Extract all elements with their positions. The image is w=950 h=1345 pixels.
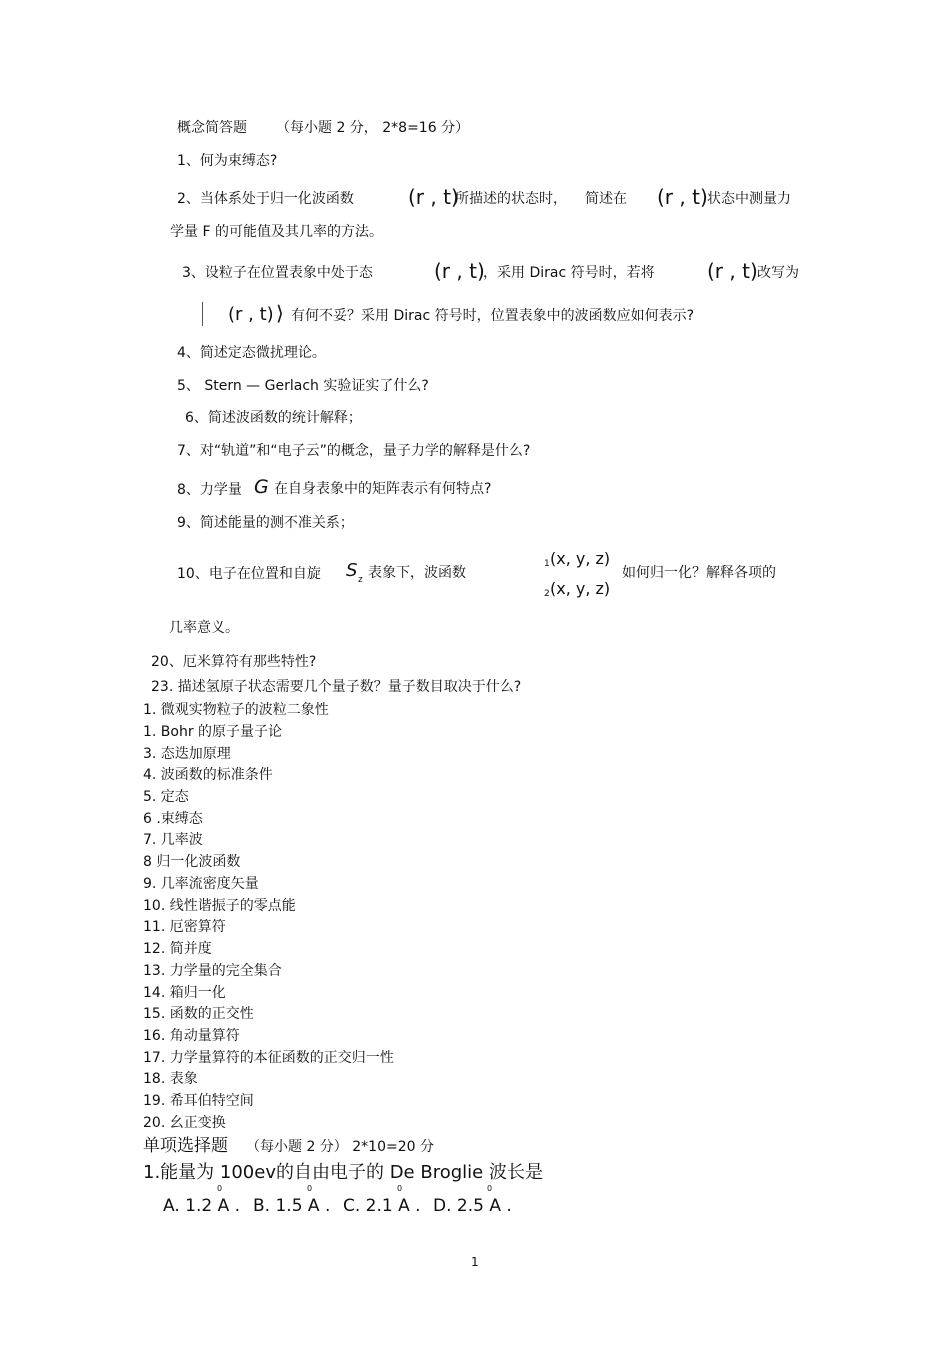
choice-option-b: B. 1.5 A . [253,1196,331,1216]
ket-angle: ⟩ [276,301,284,325]
term-item: 5. 定态 [143,789,189,805]
operator-g-symbol: G [254,476,269,498]
math-psi-rt: (r , t) [657,185,708,209]
angstrom-ring: 0 [487,1184,493,1193]
question-5: 5、 Stern — Gerlach 实验证实了什么? [177,378,429,394]
angstrom-ring: 0 [397,1184,403,1193]
question-2-part-e: 学量 F 的可能值及其几率的方法。 [170,224,383,240]
question-3-part-b: ，采用 Dirac 符号时，若将 [483,265,655,281]
angstrom-ring: 0 [217,1184,223,1193]
question-10-part-b: 表象下，波函数 [368,565,466,581]
spin-sz-symbol: S [346,560,358,581]
question-4: 4、简述定态微扰理论。 [177,345,326,361]
question-20: 20、厄米算符有那些特性? [151,654,317,670]
math-ket-rt: (r , t) [228,304,274,325]
term-item: 19. 希耳伯特空间 [143,1093,254,1109]
question-2-part-c: 简述在 [585,191,627,207]
question-2-part-a: 2、当体系处于归一化波函数 [177,191,354,207]
choice-section-score: （每小题 2 分） 2*10=20 分 [246,1139,434,1155]
section-title: 概念简答题 [177,120,247,136]
term-item: 16. 角动量算符 [143,1028,240,1044]
page-number: 1 [471,1255,479,1269]
psi2-args: (x, y, z) [550,579,611,598]
term-item: 18. 表象 [143,1071,198,1087]
term-item: 15. 函数的正交性 [143,1006,254,1022]
choice-option-a: A. 1.2 A . [163,1196,241,1216]
question-6: 6、简述波函数的统计解释； [185,410,362,426]
term-item: 4. 波函数的标准条件 [143,767,273,783]
question-2-part-b: 所描述的状态时， [455,191,567,207]
choice-section-title: 单项选择题 [143,1136,228,1156]
term-item: 13. 力学量的完全集合 [143,963,282,979]
ket-bar [202,302,203,326]
term-item: 14. 箱归一化 [143,985,226,1001]
choice-option-d: D. 2.5 A . [433,1196,512,1216]
question-10-part-c: 如何归一化？解释各项的 [622,565,776,581]
choice-option-c: C. 2.1 A . [343,1196,421,1216]
term-item: 7. 几率波 [143,832,203,848]
math-psi-rt: (r , t) [707,259,758,283]
term-item: 12. 简并度 [143,941,212,957]
question-23: 23. 描述氢原子状态需要几个量子数？量子数目取决于什么? [151,679,522,695]
term-item: 11. 厄密算符 [143,919,226,935]
question-1: 1、何为束缚态? [177,153,278,169]
section-score: （每小题 2 分， 2*8=16 分） [276,120,470,136]
question-8-part-b: 在自身表象中的矩阵表示有何特点? [274,481,492,497]
question-10-part-d: 几率意义。 [169,620,239,636]
question-3-part-c: 改写为 [757,265,799,281]
term-item: 1. 微观实物粒子的波粒二象性 [143,702,329,718]
psi2-subscript: 2 [544,589,550,599]
term-item: 8 归一化波函数 [143,854,241,870]
question-9: 9、简述能量的测不准关系； [177,515,354,531]
angstrom-ring: 0 [307,1184,313,1193]
math-psi-rt: (r , t) [408,185,459,209]
term-item: 9. 几率流密度矢量 [143,876,259,892]
spin-sz-subscript: z [358,575,363,585]
question-8-part-a: 8、力学量 [177,482,242,498]
psi1-args: (x, y, z) [550,549,611,568]
choice-question-1: 1.能量为 100ev的自由电子的 De Broglie 波长是 [143,1162,543,1183]
question-7: 7、对“轨道”和“电子云”的概念，量子力学的解释是什么? [177,443,531,459]
term-item: 3. 态迭加原理 [143,746,231,762]
question-2-part-d: 状态中测量力 [707,191,791,207]
term-item: 6 .束缚态 [143,811,203,827]
question-10-part-a: 10、电子在位置和自旋 [177,566,321,582]
question-3-part-a: 3、设粒子在位置表象中处于态 [182,265,373,281]
term-item: 10. 线性谐振子的零点能 [143,898,296,914]
psi1-subscript: 1 [544,559,550,569]
term-item: 20. 幺正变换 [143,1115,226,1131]
math-psi-rt: (r , t) [434,259,485,283]
question-3-part-d: 有何不妥？采用 Dirac 符号时，位置表象中的波函数应如何表示? [291,308,695,324]
term-item: 1. Bohr 的原子量子论 [143,724,283,740]
term-item: 17. 力学量算符的本征函数的正交归一性 [143,1050,394,1066]
